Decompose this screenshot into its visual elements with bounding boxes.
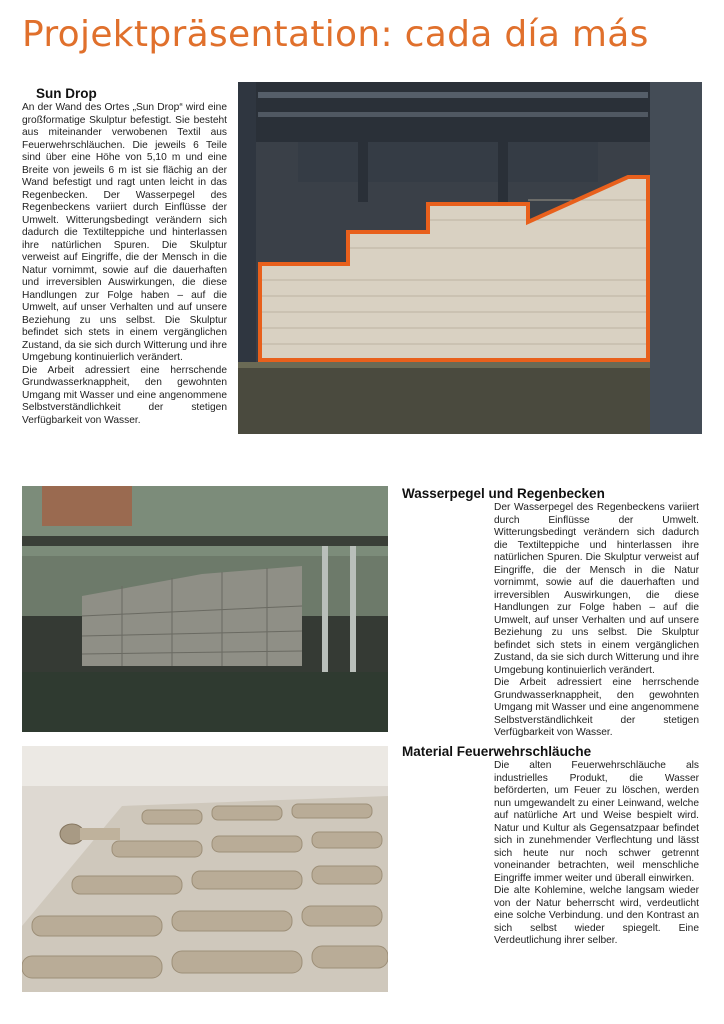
sun-drop-text bbox=[22, 102, 227, 427]
page-title: Projektpräsentation: cada día más bbox=[22, 14, 649, 55]
wasserpegel-photo bbox=[22, 486, 388, 732]
material-heading: Material Feuerwehrschläuche bbox=[402, 744, 592, 759]
wasserpegel-paragraph-2: Die Arbeit adressiert eine herrschende Grundwasserknappheit, den gewohnten Umgang mit Wasser und eine angenommene Selbstverständlichkeit der stetigen Verfügbarkeit von Wasser. bbox=[494, 677, 699, 738]
sun-drop-photo bbox=[238, 82, 702, 434]
material-text bbox=[494, 760, 699, 948]
sun-drop-paragraph-1: An der Wand des Ortes „Sun Drop“ wird eine großformatige Skulptur befestigt. Sie besteht aus miteinander verwobenen Textil aus Feuerwehrschläuchen. Die jeweils 6 Teile sind über eine Höhe von 5,10 m und eine Breite von jeweils 6 m ist sie flächig an der Wand befestigt und ragt unten leicht in das Regenbecken. Der Wasserpegel des Regenbeckens variiert durch Einflüsse der Umwelt. Witterungsbedingt verändern sich dadurch die Textilteppiche und hinterlassen ihre natürlichen Spuren. Die Skulptur verweist auf Eingriffe, die der Mensch in die Natur vornimmt, sowie auf die dauerhaften und irreversiblen Auswirkungen, die diese Handlungen zur Folge haben – auf die Umwelt, auf unser Verhalten und auf unsere Beziehung zu uns selbst. Die Skulptur befindet sich stets in einem vergänglichen Zustand, da sie sich durch Witterung und ihre Umgebung kontinuierlich verändert. bbox=[22, 102, 227, 363]
wasserpegel-paragraph-1: Der Wasserpegel des Regenbeckens variiert durch Einflüsse der Umwelt. Witterungsbedingt verändern sich dadurch die Textilteppiche und hinterlassen ihre natürlichen Spuren. Die Skulptur verweist auf Eingriffe, die der Mensch in die Natur vornimmt, sowie auf die dauerhaften und irreversiblen Auswirkungen, die diese Handlungen zur Folge haben – auf die Umwelt, auf unser Verhalten und auf unsere Beziehung zu uns selbst. Die Skulptur befindet sich stets in einem vergänglichen Zustand, da sie sich durch Witterung und ihre Umgebung kontinuierlich verändert. bbox=[494, 502, 699, 676]
wasserpegel-text bbox=[494, 502, 699, 740]
material-paragraph-2: Die alte Kohlemine, welche langsam wieder von der Natur beherrscht wird, verdeutlicht eine solche Verbindung. und den Kontrast an sich selbst wieder spiegelt. Eine Verdeutlichung ihrer selber. bbox=[494, 885, 699, 946]
wasserpegel-heading: Wasserpegel und Regenbecken bbox=[402, 486, 605, 501]
sun-drop-heading: Sun Drop bbox=[36, 86, 97, 101]
material-paragraph-1: Die alten Feuerwehrschläuche als industrielles Produkt, die Wasser beförderten, um Feuer zu löschen, werden nun umgewandelt zu einer Leinwand, welche auf natürliche Art und Weise bespielt wird. Natur und Kultur als Gegensatzpaar befindet sich in zunehmender Verflechtung und lässt sich heute nur noch schwer getrennt voneinander betrachten, weil menschliche Eingriffe immer weiter und überall einwirken. bbox=[494, 760, 699, 884]
material-photo bbox=[22, 746, 388, 992]
sun-drop-paragraph-2: Die Arbeit adressiert eine herrschende Grundwasserknappheit, den gewohnten Umgang mit Wasser und eine angenommene Selbstverständlichkeit der stetigen Verfügbarkeit von Wasser. bbox=[22, 364, 227, 426]
